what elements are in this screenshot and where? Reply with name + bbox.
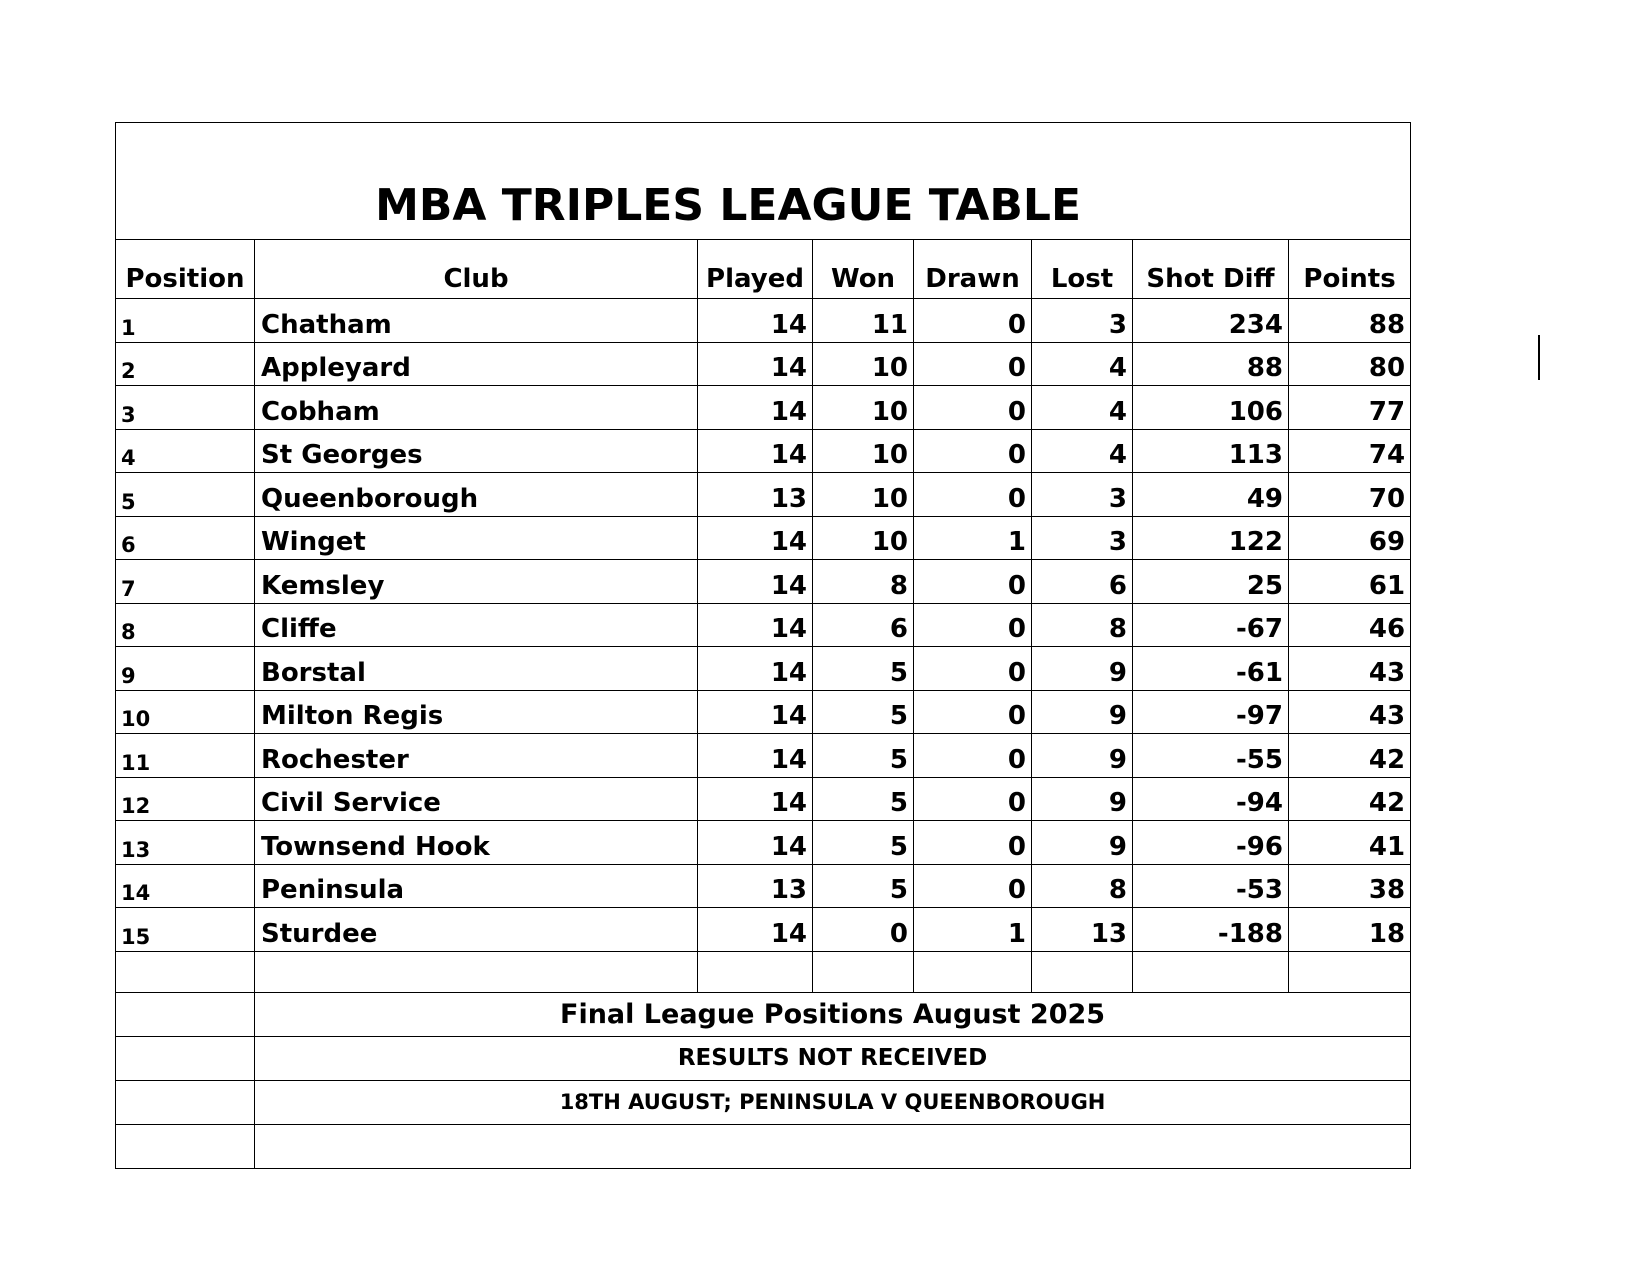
lost-cell: 3 xyxy=(1032,299,1133,343)
table-row xyxy=(116,299,1411,343)
table-title-cell xyxy=(116,123,1411,240)
blank-cell xyxy=(1133,951,1289,992)
position-cell: 14 xyxy=(116,864,255,908)
blank-cell xyxy=(116,1124,255,1168)
lost-cell: 4 xyxy=(1032,429,1133,473)
shot-diff-cell: -61 xyxy=(1133,647,1289,691)
lost-cell: 9 xyxy=(1032,821,1133,865)
drawn-cell: 0 xyxy=(914,777,1032,821)
club-cell: Milton Regis xyxy=(255,690,698,734)
position-cell: 7 xyxy=(116,560,255,604)
played-cell: 14 xyxy=(698,777,813,821)
points-cell: 42 xyxy=(1289,777,1411,821)
drawn-cell: 0 xyxy=(914,386,1032,430)
won-cell: 5 xyxy=(813,734,914,778)
club-cell: Peninsula xyxy=(255,864,698,908)
note-row-results xyxy=(116,1036,1411,1080)
won-cell: 5 xyxy=(813,647,914,691)
won-cell: 5 xyxy=(813,821,914,865)
points-cell: 46 xyxy=(1289,603,1411,647)
lost-cell: 6 xyxy=(1032,560,1133,604)
played-cell: 14 xyxy=(698,690,813,734)
table-title: MBA TRIPLES LEAGUE TABLE xyxy=(375,180,1082,231)
shot-diff-cell: 122 xyxy=(1133,516,1289,560)
played-cell: 14 xyxy=(698,821,813,865)
club-cell: Sturdee xyxy=(255,908,698,952)
club-cell: Appleyard xyxy=(255,342,698,386)
lost-cell: 4 xyxy=(1032,386,1133,430)
position-cell: 12 xyxy=(116,777,255,821)
header-club: Club xyxy=(255,240,698,299)
table-row xyxy=(116,560,1411,604)
drawn-cell: 0 xyxy=(914,299,1032,343)
note-row-fixture xyxy=(116,1080,1411,1124)
played-cell: 14 xyxy=(698,429,813,473)
played-cell: 14 xyxy=(698,299,813,343)
points-cell: 18 xyxy=(1289,908,1411,952)
club-cell: Rochester xyxy=(255,734,698,778)
drawn-cell: 0 xyxy=(914,560,1032,604)
shot-diff-cell: -94 xyxy=(1133,777,1289,821)
lost-cell: 4 xyxy=(1032,342,1133,386)
won-cell: 5 xyxy=(813,690,914,734)
shot-diff-cell: -97 xyxy=(1133,690,1289,734)
position-cell: 15 xyxy=(116,908,255,952)
won-cell: 10 xyxy=(813,516,914,560)
played-cell: 14 xyxy=(698,603,813,647)
table-row xyxy=(116,821,1411,865)
blank-row xyxy=(116,951,1411,992)
played-cell: 14 xyxy=(698,386,813,430)
fixture-note: 18TH AUGUST; PENINSULA V QUEENBOROUGH xyxy=(255,1080,1411,1124)
lost-cell: 13 xyxy=(1032,908,1133,952)
won-cell: 6 xyxy=(813,603,914,647)
table-row xyxy=(116,342,1411,386)
header-won: Won xyxy=(813,240,914,299)
points-cell: 69 xyxy=(1289,516,1411,560)
position-cell: 4 xyxy=(116,429,255,473)
drawn-cell: 0 xyxy=(914,734,1032,778)
blank-cell xyxy=(116,1036,255,1080)
won-cell: 0 xyxy=(813,908,914,952)
position-cell: 2 xyxy=(116,342,255,386)
club-cell: Queenborough xyxy=(255,473,698,517)
position-cell: 11 xyxy=(116,734,255,778)
blank-cell xyxy=(116,1080,255,1124)
points-cell: 43 xyxy=(1289,690,1411,734)
drawn-cell: 1 xyxy=(914,516,1032,560)
points-cell: 61 xyxy=(1289,560,1411,604)
lost-cell: 9 xyxy=(1032,690,1133,734)
points-cell: 74 xyxy=(1289,429,1411,473)
club-cell: Winget xyxy=(255,516,698,560)
position-cell: 13 xyxy=(116,821,255,865)
played-cell: 14 xyxy=(698,908,813,952)
won-cell: 10 xyxy=(813,429,914,473)
won-cell: 11 xyxy=(813,299,914,343)
position-cell: 8 xyxy=(116,603,255,647)
blank-cell xyxy=(116,951,255,992)
club-cell: Chatham xyxy=(255,299,698,343)
blank-cell xyxy=(255,1124,1411,1168)
played-cell: 13 xyxy=(698,473,813,517)
table-row xyxy=(116,690,1411,734)
results-not-received-note: RESULTS NOT RECEIVED xyxy=(255,1036,1411,1080)
points-cell: 42 xyxy=(1289,734,1411,778)
lost-cell: 9 xyxy=(1032,647,1133,691)
lost-cell: 8 xyxy=(1032,864,1133,908)
won-cell: 10 xyxy=(813,386,914,430)
won-cell: 5 xyxy=(813,864,914,908)
shot-diff-cell: 49 xyxy=(1133,473,1289,517)
table-row xyxy=(116,864,1411,908)
played-cell: 13 xyxy=(698,864,813,908)
won-cell: 8 xyxy=(813,560,914,604)
drawn-cell: 0 xyxy=(914,647,1032,691)
club-cell: Kemsley xyxy=(255,560,698,604)
header-points: Points xyxy=(1289,240,1411,299)
drawn-cell: 0 xyxy=(914,342,1032,386)
position-cell: 6 xyxy=(116,516,255,560)
club-cell: Cobham xyxy=(255,386,698,430)
club-cell: St Georges xyxy=(255,429,698,473)
lost-cell: 3 xyxy=(1032,473,1133,517)
position-cell: 1 xyxy=(116,299,255,343)
header-lost: Lost xyxy=(1032,240,1133,299)
table-row xyxy=(116,429,1411,473)
header-position: Position xyxy=(116,240,255,299)
points-cell: 88 xyxy=(1289,299,1411,343)
header-row xyxy=(116,240,1411,299)
table-row xyxy=(116,386,1411,430)
blank-cell xyxy=(1289,951,1411,992)
won-cell: 5 xyxy=(813,777,914,821)
blank-cell xyxy=(116,992,255,1036)
table-row xyxy=(116,908,1411,952)
note-row-final xyxy=(116,992,1411,1036)
blank-cell xyxy=(1032,951,1133,992)
blank-cell xyxy=(813,951,914,992)
played-cell: 14 xyxy=(698,342,813,386)
club-cell: Borstal xyxy=(255,647,698,691)
drawn-cell: 0 xyxy=(914,821,1032,865)
shot-diff-cell: -55 xyxy=(1133,734,1289,778)
blank-cell xyxy=(914,951,1032,992)
shot-diff-cell: 25 xyxy=(1133,560,1289,604)
points-cell: 43 xyxy=(1289,647,1411,691)
text-cursor-icon xyxy=(1538,335,1540,380)
won-cell: 10 xyxy=(813,342,914,386)
won-cell: 10 xyxy=(813,473,914,517)
table-row xyxy=(116,473,1411,517)
header-drawn: Drawn xyxy=(914,240,1032,299)
lost-cell: 9 xyxy=(1032,777,1133,821)
drawn-cell: 0 xyxy=(914,603,1032,647)
title-row xyxy=(116,123,1411,240)
blank-cell xyxy=(698,951,813,992)
played-cell: 14 xyxy=(698,560,813,604)
shot-diff-cell: 113 xyxy=(1133,429,1289,473)
points-cell: 80 xyxy=(1289,342,1411,386)
drawn-cell: 0 xyxy=(914,429,1032,473)
points-cell: 77 xyxy=(1289,386,1411,430)
table-row xyxy=(116,777,1411,821)
points-cell: 38 xyxy=(1289,864,1411,908)
position-cell: 5 xyxy=(116,473,255,517)
drawn-cell: 0 xyxy=(914,864,1032,908)
drawn-cell: 0 xyxy=(914,473,1032,517)
shot-diff-cell: -188 xyxy=(1133,908,1289,952)
note-row-empty xyxy=(116,1124,1411,1168)
shot-diff-cell: -53 xyxy=(1133,864,1289,908)
final-positions-note: Final League Positions August 2025 xyxy=(255,992,1411,1036)
lost-cell: 3 xyxy=(1032,516,1133,560)
header-played: Played xyxy=(698,240,813,299)
played-cell: 14 xyxy=(698,734,813,778)
played-cell: 14 xyxy=(698,647,813,691)
table-row xyxy=(116,647,1411,691)
shot-diff-cell: -67 xyxy=(1133,603,1289,647)
shot-diff-cell: -96 xyxy=(1133,821,1289,865)
points-cell: 70 xyxy=(1289,473,1411,517)
table-row xyxy=(116,734,1411,778)
position-cell: 10 xyxy=(116,690,255,734)
points-cell: 41 xyxy=(1289,821,1411,865)
shot-diff-cell: 106 xyxy=(1133,386,1289,430)
club-cell: Civil Service xyxy=(255,777,698,821)
drawn-cell: 0 xyxy=(914,690,1032,734)
header-shot-diff: Shot Diff xyxy=(1133,240,1289,299)
club-cell: Cliffe xyxy=(255,603,698,647)
drawn-cell: 1 xyxy=(914,908,1032,952)
table-row xyxy=(116,516,1411,560)
shot-diff-cell: 88 xyxy=(1133,342,1289,386)
blank-cell xyxy=(255,951,698,992)
lost-cell: 9 xyxy=(1032,734,1133,778)
lost-cell: 8 xyxy=(1032,603,1133,647)
table-row xyxy=(116,603,1411,647)
club-cell: Townsend Hook xyxy=(255,821,698,865)
position-cell: 3 xyxy=(116,386,255,430)
shot-diff-cell: 234 xyxy=(1133,299,1289,343)
played-cell: 14 xyxy=(698,516,813,560)
league-table xyxy=(115,122,1411,1169)
position-cell: 9 xyxy=(116,647,255,691)
